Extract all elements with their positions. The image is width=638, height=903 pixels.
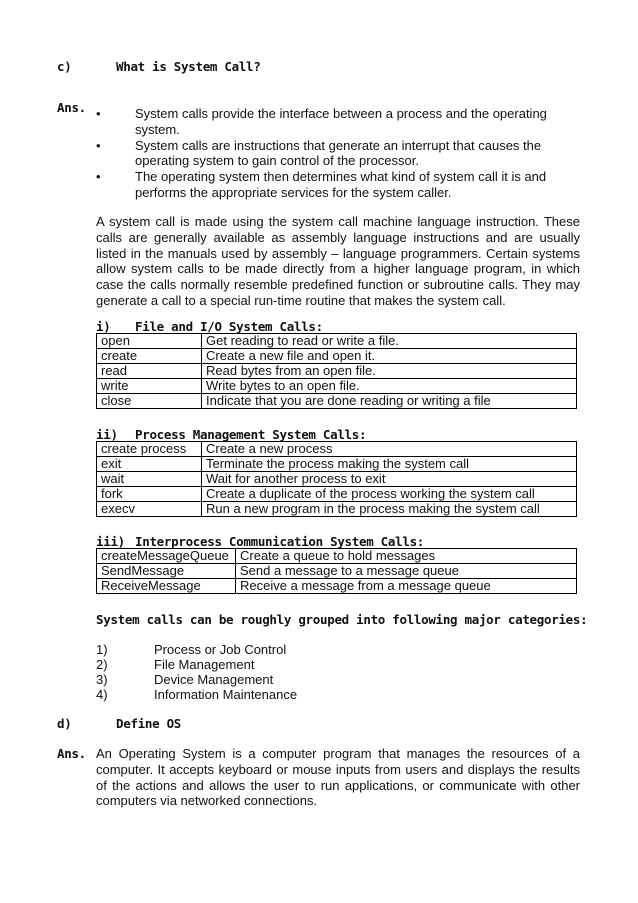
table-row: ReceiveMessage Receive a message from a message queue [97, 579, 577, 594]
section-d-ans-label: Ans. [57, 746, 86, 761]
bullet-icon: • [96, 169, 101, 185]
table-row: createMessageQueue Create a queue to hold messages [97, 549, 577, 564]
section-c-ans-label: Ans. [57, 100, 86, 115]
system-call-paragraph: A system call is made using the system call machine language instruction. These calls are generally available as assembly language instructions and are usually listed in the manuals used by assembly – language programmers. Certain systems allow system calls to be made directly from a higher language program, in which case the calls normally resemble predefined function or subroutine calls. They may generate a call to a special run-time routine that makes the system call. [96, 214, 580, 308]
table-row: exit Terminate the process making the system call [97, 457, 577, 472]
list-item: 1) Process or Job Control [96, 642, 287, 657]
list-item: • System calls provide the interface between a process and the operating system. [96, 106, 547, 137]
table1-number: i) [96, 319, 111, 334]
define-os-paragraph: An Operating System is a computer program that manages the resources of a computer. It accepts keyboard or mouse inputs from users and displays the results of the actions and allows the user to run applications, or communicate with other computers via networked connections. [96, 746, 580, 809]
table-row: fork Create a duplicate of the process working the system call [97, 487, 577, 502]
section-c-title: What is System Call? [116, 59, 261, 74]
system-call-bullet-list [96, 106, 556, 201]
section-d-title: Define OS [116, 716, 182, 731]
list-item: 4) Information Maintenance [96, 687, 298, 702]
interprocess-communication-system-calls-table [96, 548, 577, 594]
table-row: read Read bytes from an open file. [97, 364, 577, 379]
table-row: execv Run a new program in the process making the system call [97, 502, 577, 517]
table-row: open Get reading to read or write a file. [97, 334, 577, 349]
bullet-icon: • [96, 137, 101, 153]
table2-heading: Process Management System Calls: [135, 427, 367, 442]
table3-number: iii) [96, 534, 125, 549]
bullet-icon: • [96, 106, 101, 121]
list-item: 2) File Management [96, 657, 255, 672]
section-d-label: d) [57, 716, 72, 731]
table2-number: ii) [96, 427, 118, 442]
table-row: create Create a new file and open it. [97, 349, 577, 364]
table-row: close Indicate that you are done reading or writing a file [97, 394, 577, 409]
list-item: • The operating system then determines what kind of system call it is and performs the appropriate services for the system caller. [96, 169, 547, 200]
process-management-system-calls-table [96, 441, 577, 517]
categories-heading: System calls can be roughly grouped into following major categories: [96, 612, 588, 627]
categories-list [96, 642, 297, 702]
file-io-system-calls-table [96, 333, 577, 409]
table1-heading: File and I/O System Calls: [135, 319, 323, 334]
table-row: write Write bytes to an open file. [97, 379, 577, 394]
table3-heading: Interprocess Communication System Calls: [135, 534, 425, 549]
list-item: 3) Device Management [96, 672, 274, 687]
table-row: create process Create a new process [97, 442, 577, 457]
table-row: wait Wait for another process to exit [97, 472, 577, 487]
list-item: • System calls are instructions that generate an interrupt that causes the operating system to gain control of the processor. [96, 137, 542, 169]
section-c-label: c) [57, 59, 72, 74]
table-row: SendMessage Send a message to a message queue [97, 564, 577, 579]
